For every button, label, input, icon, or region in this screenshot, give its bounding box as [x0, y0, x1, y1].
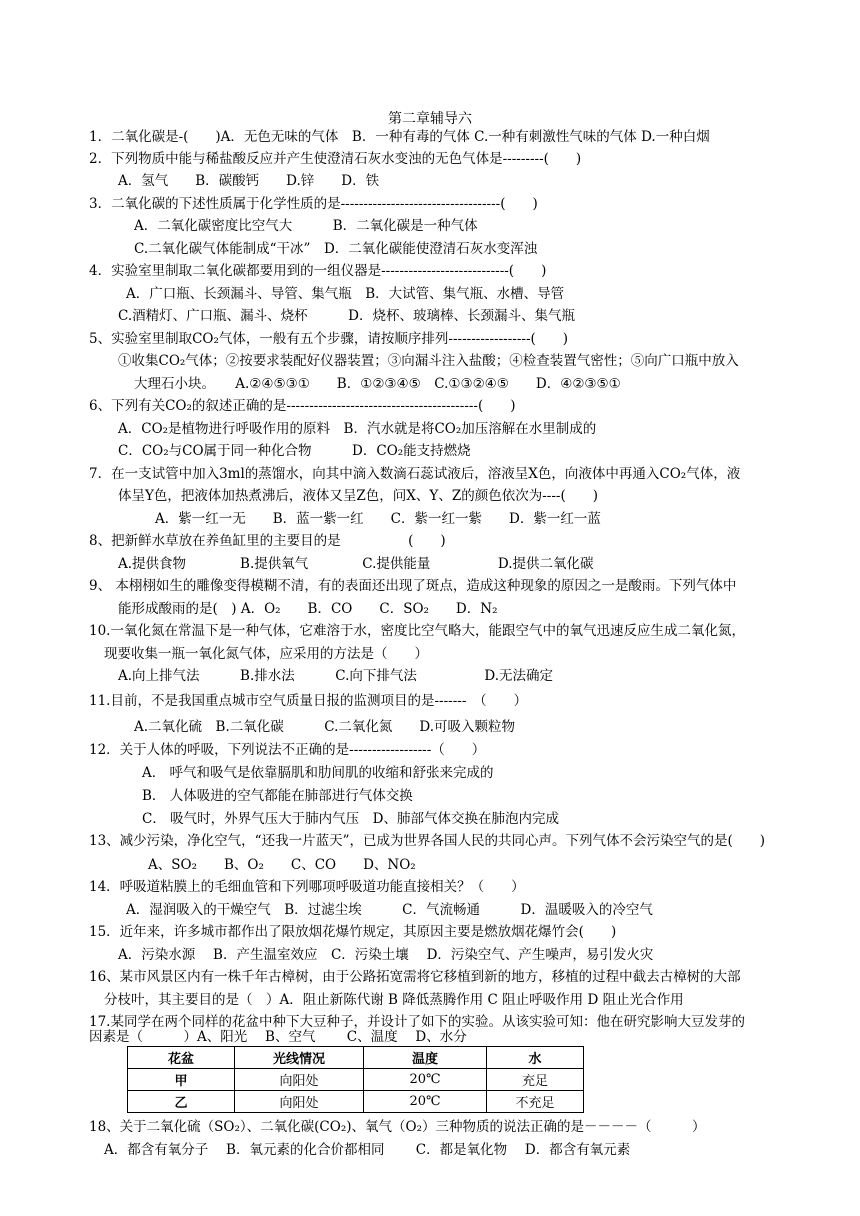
- table-cell: 充足: [487, 1069, 584, 1091]
- question-14-options: A．湿润吸入的干燥空气 B．过滤尘埃 C．气流畅通 D．温暖吸入的冷空气: [126, 902, 653, 918]
- question-13-options: A、SO₂ B、O₂ C、CO D、NO₂: [148, 857, 416, 873]
- question-11-options: A.二氧化硫 B.二氧化碳 C.二氧化氮 D.可吸入颗粒物: [134, 719, 516, 735]
- question-2-options: A．氢气 B．碳酸钙 D.锌 D．铁: [118, 173, 380, 189]
- question-1: 1．二氧化碳是-( )A．无色无味的气体 B．一种有毒的气体 C.一种有刺激性气味的气体 D.一种白烟: [89, 129, 710, 145]
- question-4-options-cd: C.酒精灯、广口瓶、漏斗、烧杯 D．烧杯、玻璃棒、长颈漏斗、集气瓶: [118, 308, 575, 324]
- question-13: 13、减少污染，净化空气，“还我一片蓝天”，已成为世界各国人民的共同心声。下列气体不会污染空气的是( ): [89, 833, 766, 849]
- question-15: 15．近年来，许多城市都作出了限放烟花爆竹规定，其原因主要是燃放烟花爆竹会( ): [89, 924, 617, 940]
- question-9-cont: 能形成酸雨的是( ) A．O₂ B．CO C．SO₂ D．N₂: [118, 601, 498, 617]
- question-3-options-cd: C.二氧化碳气体能制成“干冰” D．二氧化碳能使澄清石灰水变浑浊: [134, 241, 538, 257]
- table-row: [128, 1091, 584, 1113]
- question-17: 17.某同学在两个同样的花盆中种下大豆种子，并设计了如下的实验。从该实验可知：他在研究影响大豆发芽的: [89, 1014, 745, 1030]
- table-header-cell: 光线情况: [235, 1047, 364, 1069]
- experiment-table: [127, 1046, 584, 1113]
- question-11: 11.目前，不是我国重点城市空气质量日报的监测项目的是------- （ ）: [89, 693, 528, 709]
- question-3-options-ab: A．二氧化碳密度比空气大 B．二氧化碳是一种气体: [134, 218, 478, 234]
- page-title: 第二章辅导六: [388, 111, 472, 127]
- question-17-cont: 因素是（ ）A、阳光 B、空气 C、温度 D、水分: [89, 1029, 467, 1045]
- table-cell: 甲: [128, 1069, 235, 1091]
- table-header-cell: 温度: [364, 1047, 487, 1069]
- question-4-options-ab: A．广口瓶、长颈漏斗、导管、集气瓶 B．大试管、集气瓶、水槽、导管: [126, 286, 565, 302]
- question-7-options: A．紫一红一无 B．蓝一紫一红 C．紫一红一紫 D．紫一红一蓝: [155, 511, 601, 527]
- question-12-option-a: A． 呼气和吸气是依靠膈肌和肋间肌的收缩和舒张来完成的: [142, 765, 494, 781]
- question-3: 3．二氧化碳的下述性质属于化学性质的是-----------------------------------( ): [89, 196, 538, 212]
- question-12-options-cd: C． 吸气时，外界气压大于肺内气压 D、肺部气体交换在肺泡内完成: [142, 811, 559, 827]
- question-16: 16、某市风景区内有一株千年古樟树，由于公路拓宽需将它移植到新的地方，移植的过程中截去古樟树的大部: [89, 969, 741, 985]
- question-18: 18、关于二氧化硫（SO₂）、二氧化碳(CO₂)、氧气（O₂）三种物质的说法正确的是－－－－（ ）: [89, 1119, 706, 1135]
- question-10: 10.一氧化氮在常温下是一种气体，它难溶于水，密度比空气略大，能跟空气中的氧气迅速反应生成二氧化氮，: [89, 623, 745, 639]
- table-header-row: [128, 1047, 584, 1069]
- question-2: 2．下列物质中能与稀盐酸反应并产生使澄清石灰水变浊的无色气体是---------( ): [89, 151, 582, 167]
- question-12: 12．关于人体的呼吸，下列说法不正确的是------------------（ ）: [89, 742, 486, 758]
- table-cell: 20℃: [364, 1091, 487, 1113]
- table-header-cell: 花盆: [128, 1047, 235, 1069]
- question-6-options-cd: C．CO₂与CO属于同一种化合物 D．CO₂能支持燃烧: [118, 443, 471, 459]
- question-14: 14．呼吸道粘膜上的毛细血管和下列哪项呼吸道功能直接相关？（ ）: [89, 879, 525, 895]
- table-cell: 不充足: [487, 1091, 584, 1113]
- question-12-option-b: B． 人体吸进的空气都能在肺部进行气体交换: [142, 788, 413, 804]
- question-6: 6、下列有关CO₂的叙述正确的是------------------------------------------( ): [89, 398, 516, 414]
- question-7: 7．在一支试管中加入3ml的蒸馏水，向其中滴入数滴石蕊试液后，溶液呈X色，向液体中再通入CO₂气体，液: [89, 466, 741, 482]
- question-5-steps: ①收集CO₂气体；②按要求装配好仪器装置；③向漏斗注入盐酸；④检查装置气密性；⑤向广口瓶中放入: [118, 353, 739, 369]
- question-8: 8、把新鲜水草放在养鱼缸里的主要目的是 ( ): [89, 533, 446, 549]
- table-cell: 乙: [128, 1091, 235, 1113]
- question-7-cont: 体呈Y色，把液体加热煮沸后，液体又呈Z色，问X、Y、Z的颜色依次为----( ): [118, 488, 598, 504]
- question-18-options: A．都含有氧分子 B．氧元素的化合价都相同 C．都是氧化物 D．都含有氧元素: [104, 1142, 631, 1158]
- question-5-options: 大理石小块。 A.②④⑤③① B．①②③④⑤ C.①③②④⑤ D．④②③⑤①: [134, 376, 621, 392]
- table-row: [128, 1069, 584, 1091]
- question-16-cont: 分枝叶，其主要目的是（ ）A．阻止新陈代谢 B 降低蒸腾作用 C 阻止呼吸作用 D 阻止光合作用: [104, 992, 684, 1008]
- table-header-cell: 水: [487, 1047, 584, 1069]
- table-cell: 向阳处: [235, 1091, 364, 1113]
- question-5: 5、实验室里制取CO₂气体，一般有五个步骤，请按顺序排列------------------( ): [89, 331, 569, 347]
- question-4: 4．实验室里制取二氧化碳都要用到的一组仪器是----------------------------( ): [89, 263, 547, 279]
- table-cell: 向阳处: [235, 1069, 364, 1091]
- table-cell: 20℃: [364, 1069, 487, 1091]
- question-9: 9、 本栩栩如生的雕像变得模糊不清，有的表面还出现了斑点，造成这种现象的原因之一是酸雨。下列气体中: [89, 578, 737, 594]
- question-15-options: A．污染水源 B．产生温室效应 C．污染土壤 D．污染空气、产生噪声，易引发火灾: [118, 947, 654, 963]
- question-6-options-ab: A．CO₂是植物进行呼吸作用的原料 B．汽水就是将CO₂加压溶解在水里制成的: [118, 421, 597, 437]
- question-8-options: A.提供食物 B.提供氧气 C.提供能量 D.提供二氧化碳: [118, 556, 594, 572]
- question-10-options: A.向上排气法 B.排水法 C.向下排气法 D.无法确定: [118, 668, 554, 684]
- question-10-cont: 现要收集一瓶一氧化氮气体，应采用的方法是（ ）: [104, 646, 428, 662]
